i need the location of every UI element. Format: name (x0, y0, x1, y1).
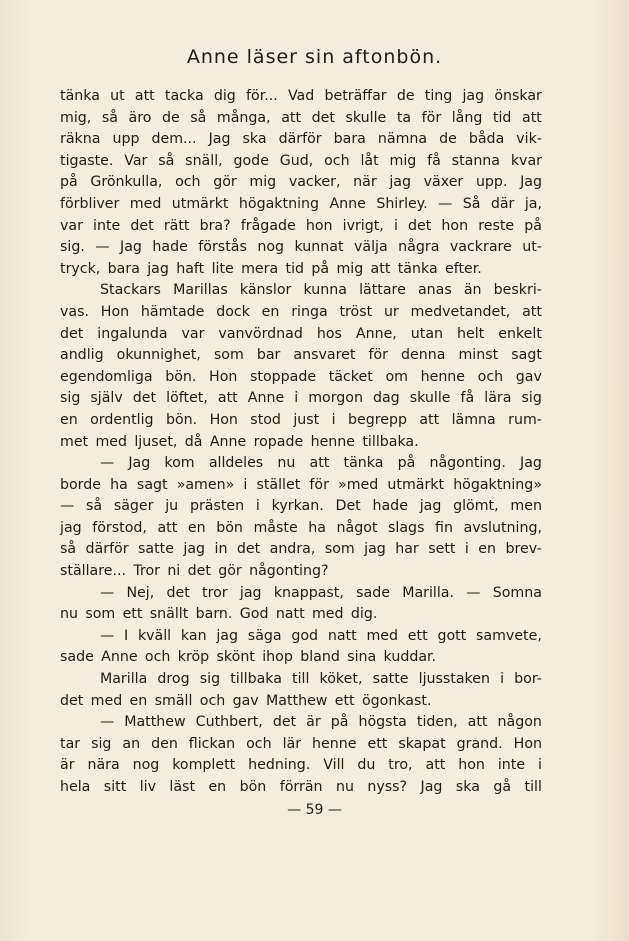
running-head: Anne läser sin aftonbön. (186, 46, 443, 68)
text-line: nu som ett snällt barn. God natt med dig. (60, 606, 378, 623)
text-line: egendomliga bön. Hon stoppade täcket om henne och gav (60, 368, 542, 385)
text-line: andlig okunnighet, som bar ansvaret för denna minst sagt (60, 347, 542, 364)
text-line: det ingalunda var vanvördnad hos Anne, utan helt enkelt (60, 325, 542, 342)
text-line: — I kväll kan jag säga god natt med ett gott samvete, (100, 627, 542, 644)
text-line: sig. — Jag hade förstås nog kunnat välja några vackrare ut- (60, 239, 542, 256)
text-line: räkna upp dem... Jag ska därför bara nämna de båda vik- (60, 131, 542, 148)
text-line: ställare... Tror ni det gör någonting? (60, 563, 329, 580)
text-line: — så säger ju prästen i kyrkan. Det hade jag glömt, men (60, 498, 542, 515)
text-line: tar sig an den flickan och lär henne ett skapat grand. Hon (60, 735, 542, 752)
body-text (60, 86, 542, 799)
text-line: borde ha sagt »amen» i stället för »med utmärkt högaktning» (60, 476, 542, 493)
text-line: är nära nog komplett hedning. Vill du tro, att hon inte i (60, 757, 542, 774)
text-line: hela sitt liv läst en bön förrän nu nyss? Jag ska gå till (60, 779, 542, 795)
text-line: på Grönkulla, och gör mig vacker, när jag växer upp. Jag (60, 174, 542, 191)
page-number: — 59 — (287, 802, 342, 818)
text-line: Stackars Marillas känslor kunna lättare anas än beskri- (100, 282, 542, 299)
text-line: sade Anne och kröp skönt ihop bland sina kuddar. (60, 649, 437, 666)
text-line: det med en smäll och gav Matthew ett ögonkast. (60, 692, 432, 709)
text-line: vas. Hon hämtade dock en ringa tröst ur medvetandet, att (60, 303, 542, 320)
text-line: — Jag kom alldeles nu att tänka på någonting. Jag (100, 455, 542, 472)
text-line: Marilla drog sig tillbaka till köket, satte ljusstaken i bor- (100, 671, 542, 688)
text-line: var inte det rätt bra? frågade hon ivrigt, i det hon reste på (60, 217, 542, 234)
text-line: tänka ut att tacka dig för... Vad beträffar de ting jag önskar (60, 88, 542, 104)
text-line: — Nej, det tror jag knappast, sade Marilla. — Somna (100, 584, 542, 601)
text-line: met med ljuset, då Anne ropade henne tillbaka. (60, 433, 419, 450)
text-line: tryck, bara jag haft lite mera tid på mig att tänka efter. (60, 260, 482, 277)
text-line: mig, så äro de så många, att det skulle ta för lång tid att (60, 109, 542, 126)
text-line: — Matthew Cuthbert, det är på högsta tiden, att någon (100, 714, 542, 731)
text-line: tigaste. Var så snäll, gode Gud, och låt mig få stanna kvar (60, 152, 542, 169)
text-line: sig själv det löftet, att Anne i morgon dag skulle få lära sig (60, 390, 542, 407)
text-line: en ordentlig bön. Hon stod just i begrepp att lämna rum- (60, 411, 542, 428)
text-line: så därför satte jag in det andra, som jag har sett i en brev- (60, 541, 542, 558)
text-line: jag förstod, att en bön måste ha något slags fin avslutning, (60, 519, 542, 536)
text-line: förbliver med utmärkt högaktning Anne Shirley. — Så där ja, (60, 195, 542, 212)
